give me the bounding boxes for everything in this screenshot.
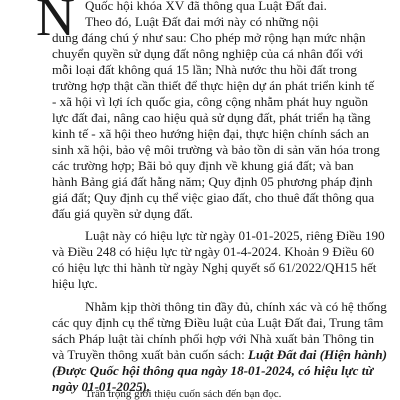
- para1-line: các trường hợp; Bãi bỏ quy định về khung giá đất; và ban: [52, 158, 354, 173]
- book-title-line: ngày 01-01-2025).: [52, 379, 151, 394]
- para3-last-line: [52, 347, 387, 363]
- para1-line: dung đáng chú ý như sau: Cho phép mở rộng hạn mức nhận: [52, 30, 366, 45]
- book-title: Luật Đất đai (Hiện hành): [248, 347, 387, 362]
- para1-line: sinh xã hội, bảo vệ môi trường và bảo tồn di sản văn hóa trong: [52, 142, 380, 157]
- para1-line: đấu giá quyền sử dụng đất.: [52, 206, 193, 221]
- para1-line: Quốc hội khóa XV đã thông qua Luật Đất đai.: [85, 0, 327, 13]
- para3-line: các quy định cụ thể từng Điều luật của Luật Đất đai, Trung tâm: [52, 315, 384, 330]
- para1-line: hành Bảng giá đất hằng năm; Quy định 05 phương pháp định: [52, 174, 373, 189]
- para3-line: sách Pháp luật tài chính phối hợp với Nhà xuất bản Thông tin: [52, 331, 374, 346]
- para1-line: trường hợp thật cần thiết để thực hiện dự án phát triển kinh tế: [52, 78, 375, 93]
- para1-line: mỗi loại đất không quá 15 lần; Nhà nước thu hồi đất trong: [52, 62, 357, 77]
- para1-line: giá đất; Quy định cụ thể việc giao đất, cho thuê đất thông qua: [52, 190, 375, 205]
- para1-line: kinh tế - xã hội theo hướng hiện đại, thực hiện chính sách an: [52, 126, 370, 141]
- closing-line: Trân trọng giới thiệu cuốn sách đến bạn đọc.: [85, 388, 282, 400]
- para1-line: Theo đó, Luật Đất đai mới này có những nội: [85, 14, 319, 29]
- para2-line: Luật này có hiệu lực từ ngày 01-01-2025, riêng Điều 190: [85, 228, 385, 243]
- para2-line: hiệu lực.: [52, 276, 98, 291]
- book-title-line: (Được Quốc hội thông qua ngày 18-01-2024, có hiệu lực từ: [52, 363, 374, 378]
- para1-line: - xã hội vì lợi ích quốc gia, công cộng nhằm phát huy nguồn: [52, 94, 369, 109]
- drop-cap: N: [36, 0, 75, 47]
- para1-line: chuyển quyền sử dụng đất nông nghiệp của cá nhân đối với: [52, 46, 364, 61]
- para2-line: và Điều 248 có hiệu lực từ ngày 01-4-2024. Khoản 9 Điều 60: [52, 244, 375, 259]
- para3-line: và Truyền thông xuất bản cuốn sách:: [52, 347, 245, 362]
- para1-line: lực đất đai, nâng cao hiệu quả sử dụng đất, phát triển hạ tầng: [52, 110, 371, 125]
- para2-line: có hiệu lực thi hành từ ngày Nghị quyết số 61/2022/QH15 hết: [52, 260, 377, 275]
- para3-line: Nhằm kịp thời thông tin đầy đủ, chính xác và có hệ thống: [85, 299, 387, 314]
